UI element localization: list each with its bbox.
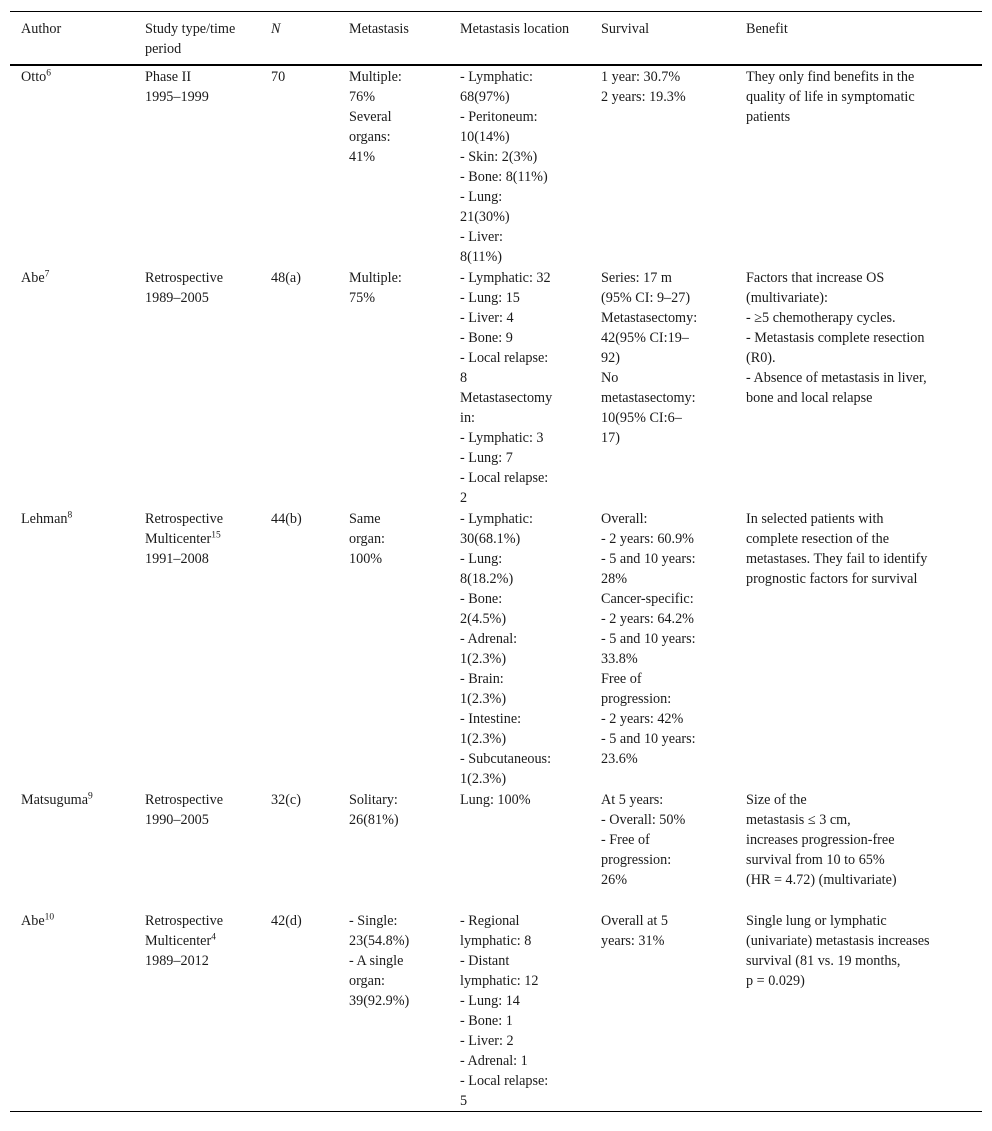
cell-n: 32(c) bbox=[271, 792, 301, 808]
header-n: N bbox=[271, 21, 281, 37]
header-author: Author bbox=[21, 21, 62, 37]
cell-survival: 1 year: 30.7% 2 years: 19.3% bbox=[601, 69, 686, 105]
cell-study: Retrospective 1990–2005 bbox=[145, 792, 224, 828]
cell-location: - Lymphatic: 30(68.1%) - Lung: 8(18.2%) - Bone: 2(4.5%) - Adrenal: 1(2.3%) - Brain: 1(2.3%) - Intestine: 1(2.3%) - Subcutaneous: 1(2.3%) bbox=[460, 511, 552, 787]
cell-benefit: In selected patients with complete resection of the metastases. They fail to identify prognostic factors for survival bbox=[746, 511, 928, 587]
cell-benefit: Size of the metastasis ≤ 3 cm, increases progression-free survival from 10 to 65% (HR = 4.72) (multivariate) bbox=[746, 792, 897, 888]
cell-author: Matsuguma$^9$ bbox=[21, 791, 93, 808]
cell-author: Abe$^{10}$ bbox=[21, 912, 55, 929]
cell-survival: Overall at 5 years: 31% bbox=[601, 913, 668, 949]
cell-location: - Regional lymphatic: 8 - Distant lymphatic: 12 - Lung: 14 - Bone: 1 - Liver: 2 - Adrenal: 1 - Local relapse: 5 bbox=[460, 913, 549, 1109]
cell-author: Lehman$^8$ bbox=[21, 510, 73, 527]
table-row bbox=[10, 910, 982, 1112]
header-study-type: Study type/time period bbox=[145, 21, 236, 57]
cell-survival: Overall: - 2 years: 60.9% - 5 and 10 years: 28% Cancer-specific: - 2 years: 64.2% - 5 and 10 years: 33.8% Free of progression: - 2 years: 42% - 5 and 10 years: 23.6% bbox=[601, 511, 696, 767]
cell-study: Phase II 1995–1999 bbox=[145, 69, 209, 105]
cell-location: - Lymphatic: 32 - Lung: 15 - Liver: 4 - Bone: 9 - Local relapse: 8 Metastasectomy in: - Lymphatic: 3 - Lung: 7 - Local relapse: 2 bbox=[460, 270, 553, 506]
cell-n: 48(a) bbox=[271, 270, 301, 286]
cell-metastasis: Multiple: 76% Several organs: 41% bbox=[349, 69, 402, 165]
cell-study: Retrospective 1989–2005 bbox=[145, 270, 224, 306]
cell-n: 44(b) bbox=[271, 511, 302, 527]
cell-survival: At 5 years: - Overall: 50% - Free of progression: 26% bbox=[601, 792, 686, 888]
table-row bbox=[10, 267, 982, 508]
cell-study: Retrospective Multicenter$^{15}$ 1991–2008 bbox=[145, 511, 224, 567]
cell-metastasis: Solitary: 26(81%) bbox=[349, 792, 399, 828]
cell-metastasis: - Single: 23(54.8%) - A single organ: 39(92.9%) bbox=[349, 913, 410, 1009]
table-container bbox=[10, 11, 982, 1112]
table-row bbox=[10, 508, 982, 789]
cell-author: Otto$^6$ bbox=[21, 68, 51, 85]
cell-n: 42(d) bbox=[271, 913, 302, 929]
cell-location: Lung: 100% bbox=[460, 792, 531, 808]
cell-n: 70 bbox=[271, 69, 286, 85]
header-row bbox=[10, 12, 982, 66]
cell-metastasis: Multiple: 75% bbox=[349, 270, 402, 306]
header-metastasis: Metastasis bbox=[349, 21, 409, 37]
cell-survival: Series: 17 m (95% CI: 9–27) Metastasectomy: 42(95% CI:19– 92) No metastasectomy: 10(95% CI:6– 17) bbox=[601, 270, 698, 446]
table-row bbox=[10, 65, 982, 267]
cell-author: Abe$^7$ bbox=[21, 269, 50, 286]
metastasis-studies-table bbox=[10, 11, 982, 1112]
cell-benefit: Factors that increase OS (multivariate): - ≥5 chemotherapy cycles. - Metastasis complete resection (R0). - Absence of metastasis in liver, bone and local relapse bbox=[746, 270, 927, 406]
cell-benefit: Single lung or lymphatic (univariate) metastasis increases survival (81 vs. 19 months, p = 0.029) bbox=[746, 913, 930, 989]
header-survival: Survival bbox=[601, 21, 650, 37]
cell-benefit: They only find benefits in the quality of life in symptomatic patients bbox=[746, 69, 915, 125]
header-metastasis-location: Metastasis location bbox=[460, 21, 570, 37]
table-header bbox=[10, 12, 982, 66]
cell-location: - Lymphatic: 68(97%) - Peritoneum: 10(14%) - Skin: 2(3%) - Bone: 8(11%) - Lung: 21(30%) - Liver: 8(11%) bbox=[460, 69, 548, 265]
table-row bbox=[10, 789, 982, 910]
header-benefit: Benefit bbox=[746, 21, 788, 37]
table-body bbox=[10, 65, 982, 1112]
cell-metastasis: Same organ: 100% bbox=[349, 511, 385, 567]
cell-study: Retrospective Multicenter$^4$ 1989–2012 bbox=[145, 913, 224, 969]
